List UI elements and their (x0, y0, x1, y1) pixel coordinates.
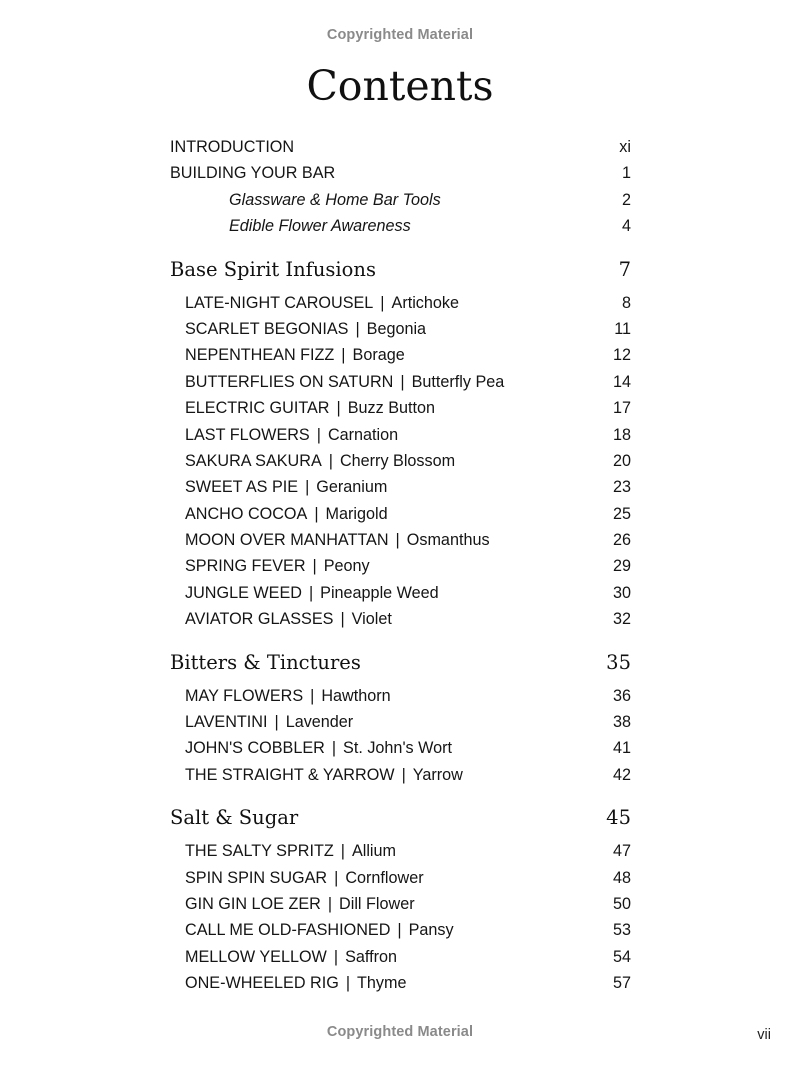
separator-bar: | (340, 610, 345, 629)
section-page: 7 (618, 257, 631, 281)
toc-recipe-entry[interactable] (170, 290, 631, 316)
separator-bar: | (327, 894, 333, 913)
toc-entry-page: xi (619, 138, 631, 156)
separator-bar: | (312, 557, 317, 576)
recipe-name: THE SALTY SPRITZ (185, 842, 334, 861)
flower-name: Peony (323, 557, 370, 576)
toc-recipe-entry[interactable] (170, 917, 631, 943)
toc-recipe-entry[interactable] (170, 448, 631, 474)
recipe-label (185, 917, 454, 943)
toc-recipe-entry[interactable] (170, 970, 631, 996)
toc-recipe-entry[interactable] (170, 369, 631, 395)
section-page: 45 (606, 806, 631, 830)
recipe-label (185, 290, 459, 316)
recipe-label (185, 553, 370, 579)
toc-recipe-entry[interactable] (170, 342, 631, 368)
recipe-page: 32 (612, 610, 631, 629)
recipe-label (185, 891, 415, 917)
toc-recipe-entry[interactable] (170, 395, 631, 421)
separator-bar: | (333, 947, 339, 966)
flower-name: Marigold (325, 504, 388, 523)
recipe-page: 8 (621, 293, 631, 312)
flower-name: Lavender (285, 713, 354, 732)
flower-name: Carnation (327, 425, 399, 444)
flower-name: Artichoke (391, 293, 459, 312)
recipe-label (185, 316, 426, 342)
recipe-name: CALL ME OLD-FASHIONED (185, 921, 391, 940)
recipe-name: LAST FLOWERS (185, 425, 310, 444)
recipe-page: 57 (612, 974, 631, 993)
recipe-label (185, 970, 407, 996)
separator-bar: | (274, 713, 279, 732)
flower-name: Saffron (345, 947, 397, 966)
recipe-name: ANCHO COCOA (185, 504, 308, 523)
flower-name: Yarrow (412, 765, 463, 784)
recipe-name: SCARLET BEGONIAS (185, 319, 349, 338)
flower-name: Hawthorn (321, 686, 391, 705)
section-page: 35 (606, 650, 631, 674)
toc-recipe-entry[interactable] (170, 422, 631, 448)
separator-bar: | (397, 921, 402, 940)
flower-name: Geranium (316, 478, 388, 497)
section-title: Bitters & Tinctures (170, 650, 361, 674)
recipe-name: GIN GIN LOE ZER (185, 894, 321, 913)
recipe-name: MOON OVER MANHATTAN (185, 531, 389, 550)
separator-bar: | (400, 372, 405, 391)
toc-subentry-edible-flower[interactable] (170, 213, 631, 239)
separator-bar: | (401, 765, 406, 784)
recipe-label (185, 944, 397, 970)
toc-recipe-entry[interactable] (170, 891, 631, 917)
separator-bar: | (336, 399, 341, 418)
separator-bar: | (345, 974, 351, 993)
separator-bar: | (340, 842, 345, 861)
page-number: vii (757, 1027, 771, 1043)
flower-name: St. John's Wort (343, 739, 452, 758)
toc-sections (170, 240, 631, 997)
separator-bar: | (310, 686, 315, 705)
recipe-page: 12 (612, 346, 631, 365)
flower-name: Begonia (366, 319, 427, 338)
recipe-page: 23 (612, 478, 631, 497)
recipe-name: JUNGLE WEED (185, 583, 302, 602)
recipe-page: 38 (612, 713, 631, 732)
recipe-name: BUTTERFLIES ON SATURN (185, 372, 394, 391)
recipe-name: AVIATOR GLASSES (185, 610, 334, 629)
toc-recipe-entry[interactable] (170, 580, 631, 606)
recipe-label (185, 865, 424, 891)
separator-bar: | (334, 868, 339, 887)
toc-entry-introduction[interactable] (170, 134, 631, 160)
toc-recipe-entry[interactable] (170, 527, 631, 553)
toc-recipe-entry[interactable] (170, 501, 631, 527)
toc-recipe-entry[interactable] (170, 316, 631, 342)
toc-section-heading[interactable] (170, 651, 631, 674)
recipe-name: JOHN'S COBBLER (185, 739, 325, 758)
toc-recipe-entry[interactable] (170, 683, 631, 709)
recipe-name: NEPENTHEAN FIZZ (185, 346, 335, 365)
recipe-name: ONE-WHEELED RIG (185, 974, 339, 993)
toc-entry-label: Edible Flower Awareness (229, 217, 411, 236)
separator-bar: | (355, 319, 360, 338)
recipe-name: SAKURA SAKURA (185, 451, 322, 470)
copyright-watermark-top: Copyrighted Material (326, 27, 474, 43)
recipe-name: LAVENTINI (185, 713, 268, 732)
separator-bar: | (341, 346, 346, 365)
flower-name: Thyme (357, 974, 407, 993)
toc-subentry-glassware[interactable] (170, 187, 631, 213)
toc-entry-label: Glassware & Home Bar Tools (229, 190, 441, 209)
flower-name: Osmanthus (406, 531, 490, 550)
flower-name: Cherry Blossom (339, 451, 456, 470)
recipe-page: 11 (614, 319, 631, 338)
toc-recipe-entry[interactable] (170, 735, 631, 761)
recipe-label (185, 448, 455, 474)
recipe-label (185, 342, 405, 368)
separator-bar: | (328, 451, 333, 470)
toc-recipe-entry[interactable] (170, 474, 631, 500)
recipe-label (185, 580, 439, 606)
recipe-name: MELLOW YELLOW (185, 947, 327, 966)
recipe-label (185, 762, 463, 788)
recipe-name: MAY FLOWERS (185, 686, 304, 705)
recipe-label (185, 838, 396, 864)
recipe-page: 20 (612, 451, 631, 470)
separator-bar: | (308, 583, 314, 602)
recipe-label (185, 369, 504, 395)
recipe-name: LATE-NIGHT CAROUSEL (185, 293, 374, 312)
recipe-label (185, 527, 490, 553)
table-of-contents (170, 134, 631, 997)
recipe-page: 18 (612, 425, 631, 444)
separator-bar: | (395, 531, 400, 550)
toc-recipe-entry[interactable] (170, 865, 631, 891)
copyright-watermark-bottom: Copyrighted Material (326, 1024, 474, 1040)
separator-bar: | (380, 293, 385, 312)
toc-recipe-entry[interactable] (170, 606, 631, 632)
separator-bar: | (305, 478, 310, 497)
recipe-label (185, 501, 388, 527)
toc-recipe-entry[interactable] (170, 553, 631, 579)
recipe-page: 54 (612, 947, 631, 966)
flower-name: Dill Flower (339, 894, 415, 913)
recipe-label (185, 606, 392, 632)
toc-section-heading[interactable] (170, 258, 631, 281)
recipe-page: 41 (612, 739, 631, 758)
section-title: Salt & Sugar (170, 806, 299, 830)
recipe-label (185, 395, 435, 421)
recipe-page: 29 (612, 557, 631, 576)
toc-entry-building-your-bar[interactable] (170, 160, 631, 186)
flower-name: Butterfly Pea (411, 372, 505, 391)
recipe-page: 48 (612, 868, 631, 887)
recipe-page: 36 (612, 686, 631, 705)
recipe-page: 17 (612, 399, 631, 418)
flower-name: Buzz Button (347, 399, 436, 418)
recipe-page: 26 (612, 531, 631, 550)
recipe-label (185, 422, 398, 448)
recipe-name: THE STRAIGHT & YARROW (185, 765, 395, 784)
flower-name: Pineapple Weed (320, 583, 439, 602)
toc-entry-page: 4 (621, 217, 631, 236)
recipe-page: 50 (612, 894, 631, 913)
toc-entry-label: INTRODUCTION (170, 138, 295, 156)
recipe-label (185, 735, 452, 761)
recipe-label (185, 474, 387, 500)
toc-recipe-entry[interactable] (170, 762, 631, 788)
recipe-name: SWEET AS PIE (185, 478, 299, 497)
recipe-page: 25 (612, 504, 631, 523)
separator-bar: | (331, 739, 337, 758)
recipe-name: SPIN SPIN SUGAR (185, 868, 328, 887)
page-title: Contents (306, 62, 494, 110)
section-title: Base Spirit Infusions (170, 257, 376, 281)
flower-name: Allium (351, 842, 397, 861)
toc-section-heading[interactable] (170, 806, 631, 829)
flower-name: Pansy (408, 921, 454, 940)
toc-entry-page: 2 (621, 190, 631, 209)
flower-name: Cornflower (345, 868, 424, 887)
toc-entry-page: 1 (621, 164, 631, 183)
recipe-name: ELECTRIC GUITAR (185, 399, 330, 418)
recipe-page: 53 (612, 921, 631, 940)
toc-recipe-entry[interactable] (170, 709, 631, 735)
recipe-label (185, 709, 353, 735)
separator-bar: | (314, 504, 319, 523)
separator-bar: | (316, 425, 321, 444)
recipe-page: 30 (612, 583, 631, 602)
recipe-page: 14 (612, 372, 631, 391)
recipe-name: SPRING FEVER (185, 557, 306, 576)
recipe-page: 47 (612, 842, 631, 861)
flower-name: Borage (352, 346, 405, 365)
recipe-page: 42 (612, 765, 631, 784)
toc-recipe-entry[interactable] (170, 944, 631, 970)
toc-recipe-entry[interactable] (170, 838, 631, 864)
recipe-label (185, 683, 391, 709)
flower-name: Violet (351, 610, 392, 629)
toc-entry-label: BUILDING YOUR BAR (170, 164, 336, 183)
